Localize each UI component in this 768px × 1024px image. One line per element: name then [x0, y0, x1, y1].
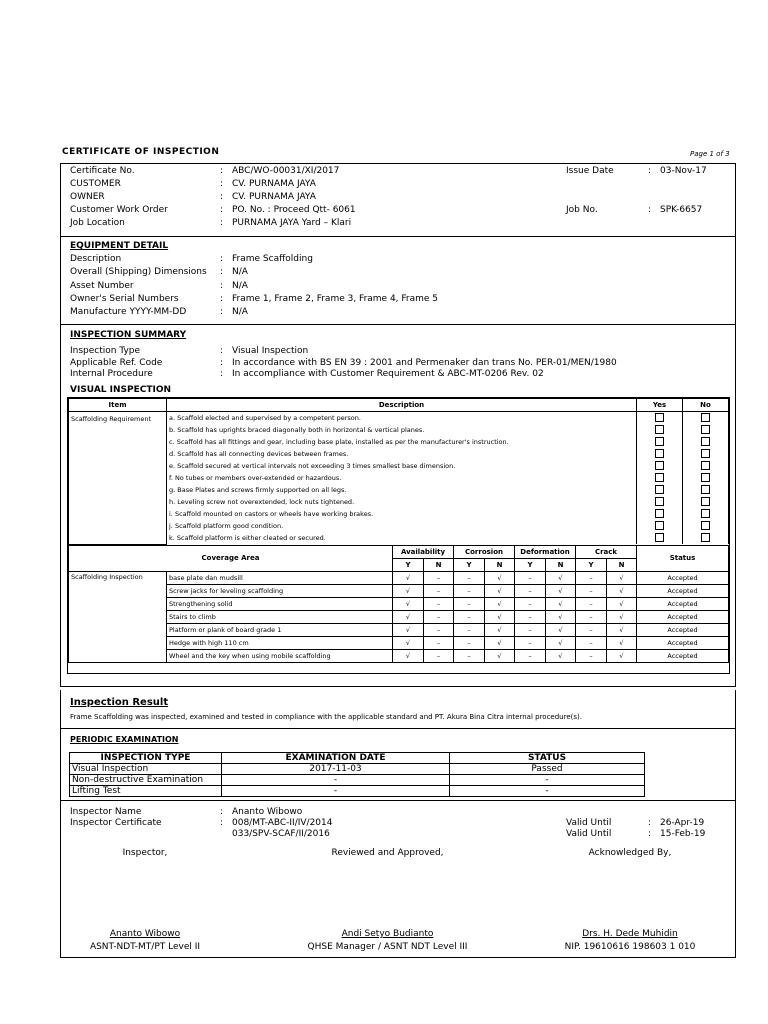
cert-row [70, 205, 734, 218]
colon: : [220, 267, 224, 278]
colon: : [220, 346, 224, 356]
result-title: Inspection Result [70, 697, 169, 708]
coverage-mark: – [454, 610, 485, 623]
equipment-label: Overall (Shipping) Dimensions [70, 267, 207, 278]
col-no: No [683, 399, 729, 412]
requirement-yes-cell [637, 520, 683, 532]
periodic-type: Lifting Test [70, 786, 222, 797]
checkbox-no[interactable] [701, 449, 710, 458]
visual-table-frame [67, 397, 730, 674]
coverage-mark: √ [393, 597, 424, 610]
valid-until-label: Valid Until [566, 829, 612, 839]
status-header: Status [637, 545, 729, 571]
col-description: Description [167, 399, 637, 412]
checkbox-yes[interactable] [655, 497, 664, 506]
coverage-mark: – [424, 571, 454, 584]
equipment-value: N/A [232, 307, 248, 318]
valid-until-2: 15-Feb-19 [660, 829, 706, 839]
requirement-row [69, 424, 729, 436]
coverage-mark: √ [607, 649, 637, 662]
coverage-mark: √ [607, 597, 637, 610]
n-header: N [485, 558, 515, 571]
y-header: Y [454, 558, 485, 571]
colon: : [648, 818, 652, 828]
checkbox-no[interactable] [701, 473, 710, 482]
periodic-type: Non-destructive Examination [70, 775, 222, 786]
checkbox-yes[interactable] [655, 473, 664, 482]
colon: : [220, 307, 224, 318]
periodic-row [70, 775, 645, 786]
coverage-mark: √ [546, 623, 576, 636]
requirement-yes-cell [637, 436, 683, 448]
requirement-row [69, 472, 729, 484]
cert-value: CV. PURNAMA JAYA [232, 179, 316, 189]
coverage-mark: √ [393, 584, 424, 597]
colon: : [220, 166, 224, 176]
requirement-text: a. Scaffold elected and supervised by a competent person. [167, 412, 637, 425]
coverage-mark: – [515, 597, 546, 610]
coverage-mark: – [454, 623, 485, 636]
signature-title: QHSE Manager / ASNT NDT Level III [307, 942, 468, 952]
checkbox-no[interactable] [701, 461, 710, 470]
colon: : [220, 369, 224, 379]
coverage-row [69, 649, 729, 662]
coverage-mark: √ [546, 584, 576, 597]
colon: : [220, 179, 224, 189]
divider [60, 324, 735, 325]
requirement-row [69, 412, 729, 425]
signature-role: Acknowledged By, [588, 848, 672, 858]
requirement-no-cell [683, 412, 729, 425]
periodic-status: Passed [450, 764, 645, 775]
requirement-text: k. Scaffold platform is either cleated or secured. [167, 532, 637, 544]
colon: : [648, 829, 652, 839]
checkbox-no[interactable] [701, 437, 710, 446]
coverage-mark: – [515, 636, 546, 649]
equipment-value: N/A [232, 267, 248, 278]
inspector-cert-row [70, 829, 734, 842]
coverage-status: Accepted [637, 610, 729, 623]
periodic-date: 2017-11-03 [222, 764, 450, 775]
coverage-mark: – [424, 649, 454, 662]
requirement-row [69, 436, 729, 448]
colon: : [220, 218, 224, 228]
coverage-mark: – [576, 597, 607, 610]
checkbox-yes[interactable] [655, 509, 664, 518]
coverage-mark: – [515, 584, 546, 597]
requirement-row [69, 460, 729, 472]
coverage-mark: √ [393, 636, 424, 649]
coverage-mark: – [424, 584, 454, 597]
signature-title: NIP. 19610616 198603 1 010 [564, 942, 696, 952]
cert-value: ABC/WO-00031/XI/2017 [232, 166, 340, 176]
colon: : [220, 293, 224, 304]
cert-value: PURNAMA JAYA Yard – Klari [232, 218, 352, 228]
signature-role: Reviewed and Approved, [331, 848, 444, 858]
summary-label: Internal Procedure [70, 369, 153, 379]
requirement-yes-cell [637, 532, 683, 544]
coverage-mark: √ [607, 610, 637, 623]
coverage-mark: √ [485, 571, 515, 584]
checkbox-no[interactable] [701, 425, 710, 434]
periodic-row [70, 786, 645, 797]
issue-date-label: Issue Date [566, 166, 614, 176]
summary-title: INSPECTION SUMMARY [70, 330, 187, 340]
signature-name: Drs. H. Dede Muhidin [582, 929, 678, 939]
equipment-value: Frame 1, Frame 2, Frame 3, Frame 4, Frame 5 [232, 293, 439, 304]
n-header: N [607, 558, 637, 571]
col-yes: Yes [637, 399, 683, 412]
equipment-row [70, 254, 734, 267]
requirement-no-cell [683, 496, 729, 508]
coverage-area: base plate dan mudsill [167, 571, 393, 584]
coverage-mark: √ [485, 584, 515, 597]
signature-name: Ananto Wibowo [109, 929, 181, 939]
coverage-row [69, 636, 729, 649]
requirement-text: h. Leveling screw not overextended, lock nuts tightened. [167, 496, 637, 508]
coverage-mark: √ [607, 571, 637, 584]
checkbox-no[interactable] [701, 413, 710, 422]
checkbox-yes[interactable] [655, 485, 664, 494]
checkbox-no[interactable] [701, 485, 710, 494]
requirement-text: b. Scaffold has uprights braced diagonally both in horizontal & vertical planes. [167, 424, 637, 436]
periodic-type: Visual Inspection [70, 764, 222, 775]
coverage-status: Accepted [637, 571, 729, 584]
coverage-status: Accepted [637, 597, 729, 610]
coverage-area: Wheel and the key when using mobile scaffolding [167, 649, 393, 662]
coverage-item: Scaffolding Inspection [69, 571, 167, 662]
coverage-mark: – [454, 649, 485, 662]
result-frame [60, 690, 736, 729]
coverage-mark: √ [546, 636, 576, 649]
periodic-table [69, 752, 645, 797]
periodic-title: PERIODIC EXAMINATION [70, 735, 179, 744]
coverage-row [69, 610, 729, 623]
summary-value: In accordance with BS EN 39 : 2001 and Permenaker dan trans No. PER-01/MEN/1980 [232, 357, 617, 368]
requirement-no-cell [683, 520, 729, 532]
checkbox-yes[interactable] [655, 449, 664, 458]
requirement-row [69, 448, 729, 460]
requirement-yes-cell [637, 412, 683, 425]
coverage-row [69, 597, 729, 610]
periodic-status: - [450, 786, 645, 797]
job-no-label: Job No. [566, 205, 598, 215]
crack-header: Crack [576, 545, 637, 558]
deformation-header: Deformation [515, 545, 576, 558]
coverage-area: Stairs to climb [167, 610, 393, 623]
inspector-name: Ananto Wibowo [232, 807, 303, 817]
y-header: Y [576, 558, 607, 571]
coverage-mark: – [454, 571, 485, 584]
requirement-yes-cell [637, 508, 683, 520]
visual-title: VISUAL INSPECTION [70, 385, 172, 395]
colon: : [648, 205, 652, 215]
result-text: Frame Scaffolding was inspected, examined and tested in compliance with the applicable standard and PT. Akura Bina Citra internal procedure(s). [70, 713, 582, 721]
checkbox-yes[interactable] [655, 533, 664, 542]
summary-value: In accompliance with Customer Requirement & ABC-MT-0206 Rev. 02 [232, 369, 544, 379]
coverage-mark: √ [607, 636, 637, 649]
colon: : [220, 254, 224, 264]
coverage-mark: √ [393, 571, 424, 584]
corrosion-header: Corrosion [454, 545, 515, 558]
date-header: EXAMINATION DATE [222, 753, 450, 764]
coverage-mark: √ [546, 610, 576, 623]
job-no-value: SPK-6657 [660, 205, 703, 215]
n-header: N [424, 558, 454, 571]
periodic-date: - [222, 786, 450, 797]
coverage-status: Accepted [637, 584, 729, 597]
coverage-mark: – [515, 571, 546, 584]
coverage-status: Accepted [637, 623, 729, 636]
coverage-mark: – [424, 636, 454, 649]
cert-row [70, 166, 734, 179]
cert-label: Certificate No. [70, 166, 135, 176]
checkbox-yes[interactable] [655, 461, 664, 470]
requirement-yes-cell [637, 460, 683, 472]
coverage-row [69, 584, 729, 597]
coverage-mark: – [454, 636, 485, 649]
coverage-mark: – [424, 597, 454, 610]
requirement-row [69, 532, 729, 544]
availability-header: Availability [393, 545, 454, 558]
coverage-mark: – [515, 649, 546, 662]
coverage-mark: – [576, 584, 607, 597]
coverage-mark: √ [485, 610, 515, 623]
checkbox-yes[interactable] [655, 521, 664, 530]
summary-row [70, 369, 734, 382]
coverage-mark: √ [607, 623, 637, 636]
colon: : [648, 166, 652, 176]
requirement-row [69, 484, 729, 496]
requirement-text: f. No tubes or members over-extended or hazardous. [167, 472, 637, 484]
cert-row [70, 218, 734, 231]
divider [60, 236, 735, 237]
requirement-no-cell [683, 436, 729, 448]
coverage-mark: √ [546, 649, 576, 662]
coverage-mark: √ [393, 649, 424, 662]
equipment-row [70, 307, 734, 320]
checkbox-no[interactable] [701, 521, 710, 530]
equipment-label: Manufacture YYYY-MM-DD [70, 307, 187, 318]
requirement-text: d. Scaffold has all connecting devices between frames. [167, 448, 637, 460]
coverage-mark: – [576, 571, 607, 584]
equipment-value: N/A [232, 280, 248, 291]
coverage-mark: – [576, 623, 607, 636]
signature-name: Andi Setyo Budianto [341, 929, 434, 939]
coverage-status: Accepted [637, 649, 729, 662]
coverage-mark: – [424, 610, 454, 623]
coverage-area: Hedge with high 110 cm [167, 636, 393, 649]
cert-value: CV. PURNAMA JAYA [232, 192, 316, 202]
y-header: Y [393, 558, 424, 571]
equipment-value: Frame Scaffolding [232, 254, 313, 264]
equipment-label: Description [70, 254, 122, 264]
requirement-yes-cell [637, 484, 683, 496]
requirement-no-cell [683, 472, 729, 484]
coverage-mark: √ [485, 636, 515, 649]
checkbox-yes[interactable] [655, 437, 664, 446]
checkbox-no[interactable] [701, 533, 710, 542]
requirement-no-cell [683, 532, 729, 544]
equipment-label: Asset Number [70, 280, 134, 291]
coverage-status: Accepted [637, 636, 729, 649]
requirement-no-cell [683, 460, 729, 472]
checkbox-yes[interactable] [655, 425, 664, 434]
col-item: Item [69, 399, 167, 412]
summary-label: Inspection Type [70, 346, 141, 356]
coverage-mark: – [515, 623, 546, 636]
requirement-no-cell [683, 484, 729, 496]
checkbox-no[interactable] [701, 497, 710, 506]
issue-date-value: 03-Nov-17 [660, 166, 707, 176]
equipment-row [70, 281, 734, 294]
coverage-mark: – [454, 584, 485, 597]
signature-role: Inspector, [122, 848, 168, 858]
colon: : [220, 357, 224, 368]
valid-until-label: Valid Until [566, 818, 612, 828]
n-header: N [546, 558, 576, 571]
checkbox-yes[interactable] [655, 413, 664, 422]
coverage-mark: √ [485, 649, 515, 662]
cert-value: PO. No. : Proceed Qtt- 6061 [232, 205, 356, 215]
requirement-yes-cell [637, 424, 683, 436]
coverage-mark: √ [485, 597, 515, 610]
coverage-mark: – [576, 610, 607, 623]
coverage-mark: √ [393, 610, 424, 623]
coverage-area: Strengthening solid [167, 597, 393, 610]
inspector-name-label: Inspector Name [70, 807, 142, 817]
coverage-mark: √ [393, 623, 424, 636]
requirement-yes-cell [637, 496, 683, 508]
coverage-mark: – [576, 649, 607, 662]
periodic-date: - [222, 775, 450, 786]
coverage-area-header: Coverage Area [69, 545, 393, 571]
requirement-row [69, 520, 729, 532]
signature-title: ASNT-NDT-MT/PT Level II [89, 942, 201, 952]
inspector-cert-1: 008/MT-ABC-II/IV/2014 [232, 818, 333, 828]
colon: : [220, 807, 224, 817]
cert-row [70, 179, 734, 192]
requirement-no-cell [683, 508, 729, 520]
requirement-text: i. Scaffold mounted on castors or wheels have working brakes. [167, 508, 637, 520]
page-number: Page 1 of 3 [690, 150, 730, 158]
status-header: STATUS [450, 753, 645, 764]
requirement-text: c. Scaffold has all fittings and gear, including base plate, installed as per the manufacturer's instruction. [167, 436, 637, 448]
requirements-table [68, 398, 729, 545]
requirement-text: e. Scaffold secured at vertical intervals not exceeding 3 times smallest base dimension. [167, 460, 637, 472]
cert-label: OWNER [70, 192, 105, 202]
valid-until-1: 26-Apr-19 [660, 818, 705, 828]
requirement-text: j. Scaffold platform good condition. [167, 520, 637, 532]
equipment-label: Owner's Serial Numbers [70, 293, 179, 304]
coverage-mark: √ [485, 623, 515, 636]
y-header: Y [515, 558, 546, 571]
periodic-status: - [450, 775, 645, 786]
equipment-row [70, 267, 734, 280]
colon: : [220, 205, 224, 215]
coverage-mark: – [576, 636, 607, 649]
cert-label: Job Location [70, 218, 125, 228]
checkbox-no[interactable] [701, 509, 710, 518]
periodic-row [70, 764, 645, 775]
requirement-item: Scaffolding Requirement [69, 412, 167, 545]
coverage-area: Screw jacks for leveling scaffolding [167, 584, 393, 597]
coverage-mark: – [424, 623, 454, 636]
coverage-row [69, 571, 729, 584]
coverage-table [68, 545, 729, 663]
coverage-mark: – [454, 597, 485, 610]
coverage-mark: √ [607, 584, 637, 597]
colon: : [220, 818, 224, 828]
cert-label: CUSTOMER [70, 179, 121, 189]
coverage-area: Platform or plank of board grade 1 [167, 623, 393, 636]
coverage-row [69, 623, 729, 636]
requirement-row [69, 496, 729, 508]
equipment-title: EQUIPMENT DETAIL [70, 241, 169, 251]
colon: : [220, 192, 224, 202]
cert-label: Customer Work Order [70, 205, 168, 215]
cert-row [70, 192, 734, 205]
requirement-no-cell [683, 424, 729, 436]
inspector-cert-2: 033/SPV-SCAF/II/2016 [232, 829, 330, 839]
summary-value: Visual Inspection [232, 346, 309, 356]
coverage-mark: – [515, 610, 546, 623]
coverage-mark: √ [546, 597, 576, 610]
requirement-no-cell [683, 448, 729, 460]
inspector-cert-label: Inspector Certificate [70, 818, 162, 828]
colon: : [220, 280, 224, 291]
coverage-mark: √ [546, 571, 576, 584]
requirement-text: g. Base Plates and screws firmly supported on all legs. [167, 484, 637, 496]
document-title: CERTIFICATE OF INSPECTION [62, 147, 220, 157]
equipment-row [70, 294, 734, 307]
summary-label: Applicable Ref. Code [70, 357, 163, 368]
type-header: INSPECTION TYPE [70, 753, 222, 764]
requirement-yes-cell [637, 448, 683, 460]
requirement-yes-cell [637, 472, 683, 484]
requirement-row [69, 508, 729, 520]
